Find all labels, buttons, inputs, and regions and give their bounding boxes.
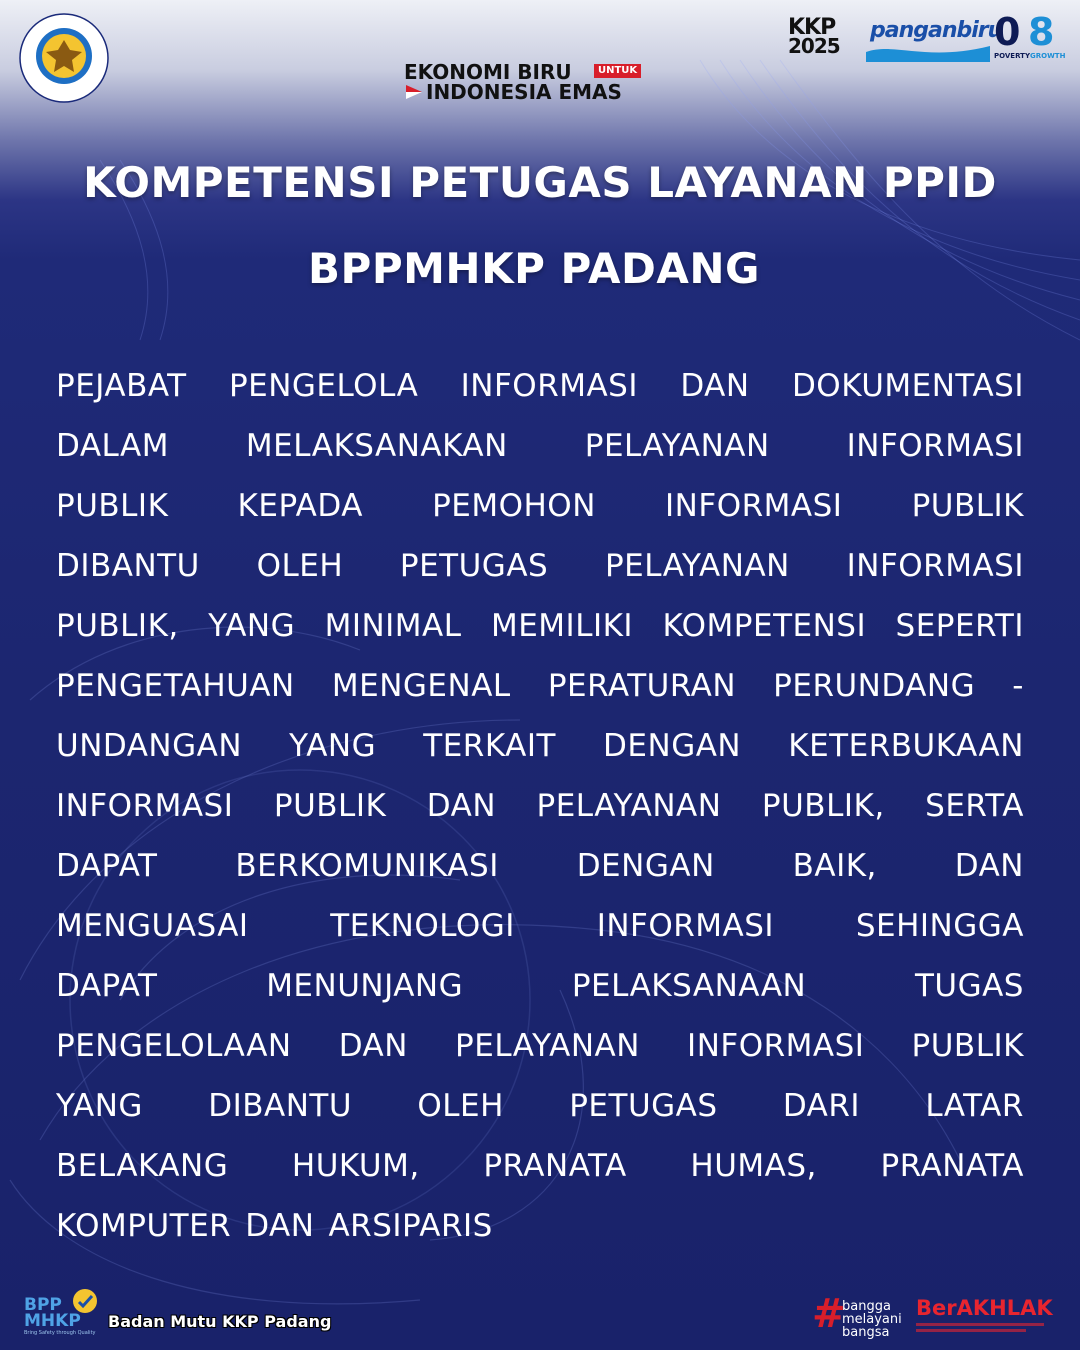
body-word: DOKUMENTASI <box>791 368 1024 404</box>
body-word: INFORMASI <box>665 488 843 524</box>
indonesian-flag-icon <box>406 85 422 99</box>
body-word: MENUNJANG <box>266 968 464 1004</box>
body-word: MINIMAL <box>324 608 462 644</box>
body-word: PENGELOLA <box>228 368 419 404</box>
body-line <box>56 1076 1024 1136</box>
body-line <box>56 536 1024 596</box>
body-word: DIBANTU <box>56 548 200 584</box>
poverty-caption: POVERTY <box>994 52 1031 60</box>
body-word: TEKNOLOGI <box>330 908 515 944</box>
kkp-name: KKP <box>788 15 836 40</box>
body-word: PELAYANAN <box>604 548 790 584</box>
body-word: PEMOHON <box>432 488 596 524</box>
body-word: MENGUASAI <box>56 908 249 944</box>
bpp-tagline: Bring Safety through Quality <box>24 1330 96 1336</box>
body-word: YANG <box>208 608 296 644</box>
body-word: DAPAT <box>56 848 158 884</box>
growth-caption: GROWTH <box>1030 52 1066 60</box>
mhkp-text: MHKP <box>24 1311 81 1331</box>
body-word: OLEH <box>256 548 344 584</box>
body-word: DAN <box>245 1208 315 1244</box>
body-word: INFORMASI <box>460 368 639 404</box>
campaign-logo <box>404 60 644 104</box>
body-word: PETUGAS <box>569 1088 718 1124</box>
body-word: TUGAS <box>914 968 1024 1004</box>
bangga-word-1: bangga <box>842 1299 891 1314</box>
body-word: DAN <box>954 848 1024 884</box>
body-word: PUBLIK, <box>56 608 179 644</box>
panganbiru-text: panganbiru <box>870 18 1003 43</box>
body-line <box>56 776 1024 836</box>
bangga-hash: # <box>812 1291 846 1337</box>
body-word: INFORMASI <box>56 788 234 824</box>
body-word: YANG <box>56 1088 143 1124</box>
body-line <box>56 896 1024 956</box>
body-line <box>56 716 1024 776</box>
zero-eight-logo <box>994 10 1066 62</box>
check-icon <box>72 1288 98 1314</box>
body-word: DENGAN <box>603 728 742 764</box>
body-line <box>56 1016 1024 1076</box>
wave-icon <box>866 42 990 62</box>
panganbiru-logo <box>866 16 1003 62</box>
campaign-line2: INDONESIA EMAS <box>426 80 622 104</box>
page-title: KOMPETENSI PETUGAS LAYANAN PPID <box>83 158 997 207</box>
body-word: YANG <box>289 728 377 764</box>
body-word: PUBLIK <box>273 788 387 824</box>
body-word: HUKUM, <box>291 1148 420 1184</box>
body-word: INFORMASI <box>596 908 775 944</box>
body-word: DAPAT <box>56 968 158 1004</box>
body-word: DENGAN <box>576 848 715 884</box>
body-word: PUBLIK, <box>761 788 885 824</box>
body-word: KEPADA <box>237 488 363 524</box>
body-line <box>56 1136 1024 1196</box>
berakhlak-tagline-graphic <box>916 1322 1044 1334</box>
body-line <box>56 656 1024 716</box>
bangga-word-2: melayani <box>842 1312 902 1327</box>
body-word: INFORMASI <box>687 1028 865 1064</box>
body-word: DAN <box>338 1028 408 1064</box>
bangga-word-3: bangsa <box>842 1325 890 1340</box>
body-word: PELAYANAN <box>536 788 722 824</box>
footer-caption: Badan Mutu KKP Padang <box>108 1312 332 1331</box>
body-word: BAIK, <box>792 848 877 884</box>
body-word: ARSIPARIS <box>328 1208 493 1244</box>
body-word: DAN <box>680 368 750 404</box>
body-word: UNDANGAN <box>56 728 243 764</box>
body-word: LATAR <box>925 1088 1024 1124</box>
body-word: - <box>1012 668 1024 704</box>
campaign-tag: UNTUK <box>594 64 641 78</box>
footer-right <box>812 1290 1052 1340</box>
body-word: DIBANTU <box>208 1088 353 1124</box>
kkp-logo <box>788 15 860 58</box>
body-word: PERUNDANG <box>773 668 976 704</box>
body-line <box>56 1196 1024 1256</box>
campaign-line1: EKONOMI BIRU <box>404 60 572 84</box>
body-word: BERKOMUNIKASI <box>235 848 499 884</box>
body-word: DALAM <box>56 428 169 464</box>
body-word: SEPERTI <box>895 608 1024 644</box>
body-word: KOMPUTER <box>56 1208 232 1244</box>
bppmhkp-logo <box>22 1288 102 1338</box>
body-word: DARI <box>782 1088 861 1124</box>
body-word: INFORMASI <box>846 548 1024 584</box>
body-word: PENGETAHUAN <box>56 668 295 704</box>
body-word: PELAYANAN <box>584 428 770 464</box>
page-subtitle: BPPMHKP PADANG <box>308 244 760 293</box>
body-word: DAN <box>426 788 497 824</box>
body-word: KOMPETENSI <box>662 608 867 644</box>
body-word: PENGELOLAAN <box>56 1028 292 1064</box>
body-word: SEHINGGA <box>855 908 1024 944</box>
zero-digit: 0 <box>994 10 1021 54</box>
footer-left <box>22 1288 332 1342</box>
eight-digit: 8 <box>1028 10 1055 54</box>
body-word: KETERBUKAAN <box>788 728 1024 764</box>
body-word: PUBLIK <box>56 488 169 524</box>
body-word: PEJABAT <box>56 368 187 404</box>
body-word: INFORMASI <box>846 428 1024 464</box>
body-word: SERTA <box>925 788 1024 824</box>
body-line <box>56 416 1024 476</box>
body-word: PELAYANAN <box>455 1028 640 1064</box>
body-word: PRANATA <box>483 1148 627 1184</box>
body-word: PETUGAS <box>399 548 549 584</box>
body-word: TERKAIT <box>423 728 556 764</box>
body-line <box>56 476 1024 536</box>
body-word: PELAKSANAAN <box>571 968 807 1004</box>
berakhlak-logo: BerAKHLAK <box>916 1296 1053 1320</box>
body-word: BELAKANG <box>56 1148 229 1184</box>
body-line <box>56 956 1024 1016</box>
bpp-text: BPP <box>24 1295 62 1315</box>
body-word: MELAKSANAKAN <box>245 428 508 464</box>
body-line <box>56 836 1024 896</box>
body-word: PUBLIK <box>911 1028 1024 1064</box>
body-paragraph <box>56 356 1024 1256</box>
body-word: PRANATA <box>880 1148 1024 1184</box>
body-word: HUMAS, <box>690 1148 817 1184</box>
body-word: PERATURAN <box>547 668 737 704</box>
body-line <box>56 596 1024 656</box>
ministry-emblem <box>16 10 112 106</box>
body-line <box>56 356 1024 416</box>
kkp-year: 2025 <box>788 34 840 58</box>
body-word: PUBLIK <box>911 488 1024 524</box>
body-word: OLEH <box>417 1088 504 1124</box>
body-word: MEMILIKI <box>490 608 634 644</box>
body-word: MENGENAL <box>331 668 511 704</box>
